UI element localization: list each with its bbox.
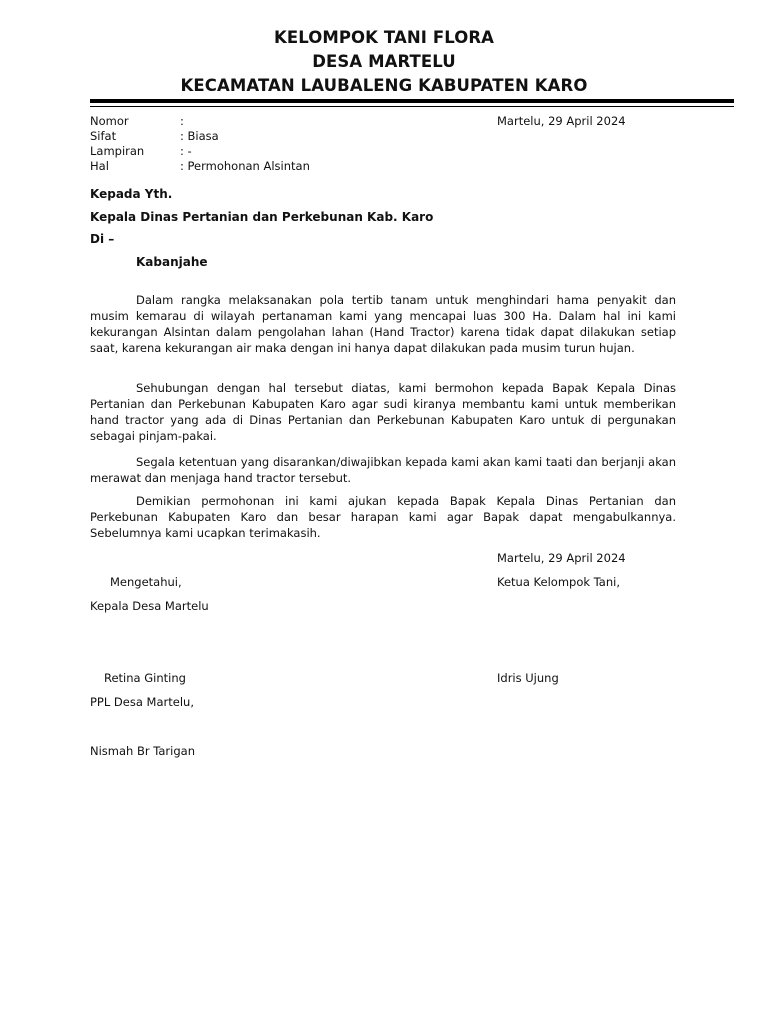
hal-value: : Permohonan Alsintan	[180, 159, 310, 173]
ppl-name: Nismah Br Tarigan	[90, 744, 195, 758]
ketua-title: Ketua Kelompok Tani,	[497, 575, 620, 589]
body-paragraph-2: Sehubungan dengan hal tersebut diatas, kami bermohon kepada Bapak Kepala Dinas Pertanian dan Perkebunan Kabupaten Karo agar sudi kiranya membantu kami untuk memberikan hand tractor yang ada di Dinas Pertanian dan Perkebunan Kabupaten Karo untuk di pergunakan sebagai pinjam-pakai.	[90, 381, 676, 443]
sifat-label: Sifat	[90, 129, 117, 143]
nomor-label: Nomor	[90, 114, 129, 128]
sifat-value: : Biasa	[180, 129, 219, 143]
signature-date: Martelu, 29 April 2024	[497, 551, 626, 565]
body-paragraph-4: Demikian permohonan ini kami ajukan kepada Bapak Kepala Dinas Pertanian dan Perkebunan Kabupaten Karo dan besar harapan kami agar Bapak dapat mengabulkannya. Sebelumnya kami ucapkan terimakasih.	[90, 494, 676, 540]
letterhead-rule-thick	[90, 99, 734, 103]
nomor-value: :	[180, 114, 184, 128]
body-paragraph-1: Dalam rangka melaksanakan pola tertib tanam untuk menghindari hama penyakit dan musim kemarau di wilayah pertanaman kami yang mencapai luas 300 Ha. Dalam hal ini kami kekurangan Alsintan dalam pengolahan lahan (Hand Tractor) karena tidak dapat dilakukan setiap saat, karena kekurangan air maka dengan ini hanya dapat dilakukan pada musim turun hujan.	[90, 293, 676, 355]
kepala-desa-title: Kepala Desa Martelu	[90, 599, 209, 613]
ketua-name: Idris Ujung	[497, 671, 559, 685]
letterhead-district: KECAMATAN LAUBALENG KABUPATEN KARO	[180, 76, 588, 95]
letterhead-rule-thin	[90, 106, 734, 107]
body-paragraph-3: Segala ketentuan yang disarankan/diwajibkan kepada kami akan kami taati dan berjanji akan merawat dan menjaga hand tractor tersebut.	[90, 455, 676, 485]
letterhead-organization: KELOMPOK TANI FLORA	[273, 28, 495, 47]
hal-label: Hal	[90, 159, 109, 173]
ppl-title: PPL Desa Martelu,	[90, 695, 194, 709]
lampiran-label: Lampiran	[90, 144, 145, 158]
lampiran-value: : -	[180, 144, 192, 158]
address-salutation: Kepada Yth.	[90, 187, 173, 201]
letterhead-village: DESA MARTELU	[312, 52, 456, 71]
address-city: Kabanjahe	[136, 255, 208, 269]
mengetahui-label: Mengetahui,	[110, 575, 182, 589]
kepala-desa-name: Retina Ginting	[104, 671, 186, 685]
letter-date: Martelu, 29 April 2024	[497, 114, 626, 128]
address-recipient: Kepala Dinas Pertanian dan Perkebunan Kab. Karo	[90, 210, 434, 224]
address-di: Di –	[90, 232, 115, 246]
